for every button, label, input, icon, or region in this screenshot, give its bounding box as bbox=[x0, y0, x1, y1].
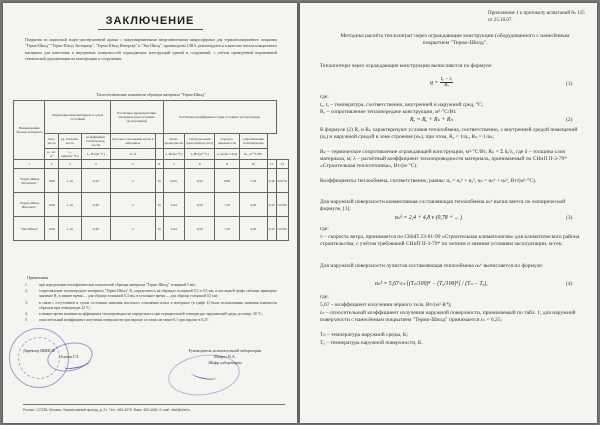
table-cell: 6,50 bbox=[239, 193, 267, 217]
formula-4: αₙʰ = 5,67·εₙ·[(Tₙ/100)⁴ − (Tₐ/100)⁴] / (Tₙ − Tₐ), bbox=[375, 281, 488, 287]
header-unit-cell: ρ₀, кг/м³ bbox=[45, 149, 59, 160]
formula-4-number: (4) bbox=[566, 281, 573, 287]
formula-1 bbox=[430, 77, 453, 88]
header-unit-cell: λ₀, Вт/(м·°С) bbox=[81, 149, 110, 160]
paragraph-Rk: Rₖ – термическое сопротивление ограждающей конструкции, м²·°С/Вт, Rₖ = Σ δᵢ/λᵢ, где δ – толщина слоя материала, м; λ – расчётный коэффициент теплопроводности материала, принимаемый по СНиП II-3-79* «Строительная теплотехника», Вт/(м·°С). bbox=[320, 149, 568, 169]
header-unit-cell: s, Вт/(м²·°С) bbox=[185, 149, 215, 160]
thermal-properties-table bbox=[13, 100, 289, 241]
header-sub-cell: сопротивление теплопередаче bbox=[239, 134, 267, 149]
header-sub-cell: уд. теплоёмкость bbox=[58, 134, 81, 149]
paragraph-formula-2: В формуле (2) Rₐ и Rₙ характеризуют условия теплообмена, соответственно, с внутренней средой помещений (αₐ) и наружной средой в зоне строения (αₙ), при этом, Rₐ = 1/αₐ, Rₙ = 1/αₙ; bbox=[320, 127, 578, 140]
table-cell: 1,10 bbox=[58, 193, 81, 217]
note-number: 3. bbox=[25, 300, 28, 305]
notes-list bbox=[25, 283, 277, 324]
table-cell: 0,44 bbox=[163, 217, 185, 241]
where-4: где: bbox=[320, 294, 329, 300]
table-cell: 0,40 bbox=[81, 193, 110, 217]
header-sub-cell: теплопроводности bbox=[163, 134, 185, 149]
note-text: при определении теплофизических показателей образцы материала "Термо-Шилд" толщиной 5 мм; bbox=[39, 283, 196, 287]
table-cell: 0,0230 bbox=[276, 193, 288, 217]
table-cell: 5,18 bbox=[239, 169, 267, 193]
formula-3: αₙᵏ = 2,4 + 4,8 v (0,78 + ... ) bbox=[395, 215, 463, 221]
note-number: 4. bbox=[25, 312, 28, 317]
header-unit-cell: λ, Вт/(м·°С) bbox=[163, 149, 185, 160]
note-item bbox=[25, 312, 277, 317]
attachment-note: Приложение 1 к протоколу испытаний № 125 от 25.10.07. bbox=[488, 11, 585, 23]
where-1: где: bbox=[320, 94, 329, 100]
note-number: 1. bbox=[25, 283, 28, 287]
table-row bbox=[14, 169, 289, 193]
signature-block-director bbox=[23, 348, 79, 360]
header-sub-cell: коэффициент теплопроводности bbox=[81, 134, 110, 149]
header-sub-cell: теплоусвоения (при периоде 24 ч) bbox=[185, 134, 215, 149]
lab-head-name: Матрос В.А. bbox=[214, 354, 236, 359]
paragraph-convective: Для наружной поверхности конвективная составляющая теплообмена αₙᵏ вычисляется по эмпирической формуле, [1]: bbox=[320, 199, 566, 212]
table-row bbox=[14, 193, 289, 217]
note-item bbox=[25, 289, 277, 299]
lab-head-role: Руководитель испытательной лаборатории bbox=[188, 348, 262, 353]
note-text: относительный коэффициент излучения поверхности при окраске составил не менее 0,1 при окраске в 0,25. bbox=[39, 318, 209, 323]
header-index-cell: 3 bbox=[58, 160, 81, 169]
header-index-cell: 8 bbox=[185, 160, 215, 169]
table-cell: 5 bbox=[110, 217, 155, 241]
formula-1-number: (1) bbox=[566, 81, 573, 87]
table-cell: 0,55 bbox=[185, 169, 215, 193]
formula-3-number: (3) bbox=[566, 215, 573, 221]
title-underline bbox=[98, 29, 203, 30]
header-index-cell: 10 bbox=[239, 160, 267, 169]
table-cell: 5 bbox=[110, 193, 155, 217]
header-sub-cell: массовое отношение влаги в материале bbox=[110, 134, 155, 149]
header-group-dry: Характеристики материала в сухом состоянии bbox=[45, 101, 110, 134]
header-index-cell: 7 bbox=[163, 160, 185, 169]
header-index-cell: 5 bbox=[110, 160, 155, 169]
note-text: в связи с отсутствием в сухом состоянии значения массового отношения влаги в материале (в графе 4) были использованы значения влажности образцов при температуре 22 °С; bbox=[39, 300, 277, 310]
header-sub-cell: плотность bbox=[45, 134, 59, 149]
formula-1-numerator: tₐ − tₓ bbox=[440, 77, 453, 82]
note-text: сопротивление теплопередаче материала "Термо-Шилд" R₀ определялось на образцах толщиной 0,5 и 0,3 мм, в последней графе таблицы приведено значение R₀ в зимнее время — для образца толщиной 0,3 мм, в остальное время — для образца толщиной 0,5 мм; bbox=[39, 289, 277, 299]
table-cell: 7,10 bbox=[215, 193, 239, 217]
header-unit-cell: w, % bbox=[110, 149, 155, 160]
header-index-cell: 1 bbox=[14, 160, 45, 169]
formula-1-left: q = bbox=[430, 79, 439, 86]
table-cell: 10 bbox=[156, 217, 164, 241]
table-cell: 0,50 bbox=[185, 193, 215, 217]
table-cell: 1,10 bbox=[58, 217, 81, 241]
intro-paragraph: Покрытия из акриловой водно-дисперсионной краски с вакуумированными неорганическими микросферами для термоизоляционного покрытия "Термо-Шилд" "Термо-Шилд Экстериор", "Термо-Шилд Интерьер" и "Эко-Шилд", производства США, рекомендуются в качестве теплоизоляционного материала для нанесения и внутренних поверхностей ограждающих конструкций зданий и сооружений, с учётом приведённой нормативной технической документации на конструкции и сооружения. bbox=[25, 38, 277, 61]
table-cell: 7,10 bbox=[215, 217, 239, 241]
header-group-coef: Расчётные коэффициенты (при условиях эксплуатации) bbox=[163, 101, 276, 134]
note-item bbox=[25, 301, 277, 311]
table-cell: 6,98 bbox=[215, 169, 239, 193]
def-t: tₐ, tₓ – температура, соответственно, внутренней и наружной сред, °С; bbox=[320, 102, 484, 108]
left-page bbox=[3, 3, 297, 423]
right-page bbox=[300, 3, 597, 423]
def-Tn: Tₙ – температура наружной среды, К; bbox=[320, 332, 409, 338]
table-cell: 0,50 bbox=[185, 217, 215, 241]
formula-2-number: (2) bbox=[566, 117, 573, 123]
signature-block-lab bbox=[175, 348, 275, 366]
notes-title: Примечания bbox=[27, 275, 49, 280]
method-title: Методика расчёта теплозатрат через ограждающие конструкции (оборудованного с нанесённым покрытием "Термо-Шилд". bbox=[340, 33, 570, 46]
header-sub-cell: паропроницаемости bbox=[215, 134, 239, 149]
note-item bbox=[25, 318, 277, 323]
header-index-cell: 9 bbox=[215, 160, 239, 169]
header-index-cell: 6 bbox=[156, 160, 164, 169]
header-unit-cell: μ, мг/(м·ч·Па) bbox=[215, 149, 239, 160]
table-cell: 6,50 bbox=[239, 217, 267, 241]
table-cell: 1100 bbox=[45, 193, 59, 217]
header-sub-row bbox=[14, 134, 289, 149]
material-name-cell: "Термо-Шилд Интерьер" bbox=[14, 193, 45, 217]
header-index-cell: 4 bbox=[81, 160, 110, 169]
table-cell: 10 bbox=[156, 169, 164, 193]
note-number: 5. bbox=[25, 318, 28, 323]
table-cell: 0,45 bbox=[267, 217, 276, 241]
header-unit-row bbox=[14, 149, 289, 160]
material-name-cell: "Эко-Шилд" bbox=[14, 217, 45, 241]
header-unit-cell bbox=[156, 149, 164, 160]
header-unit-cell: c₀, кДж/(кг·°С) bbox=[58, 149, 81, 160]
def-blackbody: 5,67 – коэффициент излучения чёрного тела, Вт/(м²·К⁴); bbox=[320, 302, 452, 308]
header-sub-cell bbox=[156, 134, 164, 149]
table-cell: 1100 bbox=[45, 217, 59, 241]
table-caption: Теплотехнические показатели образцов материала "Термо-Шилд" bbox=[96, 93, 206, 97]
header-index-cell: 2 bbox=[45, 160, 59, 169]
table-cell: 0,051 bbox=[163, 169, 185, 193]
def-emissivity: εₙ – относительный коэффициент излучения наружной поверхности, принимаемый по табл. 1; для наружной поверхности с нанесённым покрытием "Термо-Шилд" принимается εₙ = 0,25; bbox=[320, 310, 576, 323]
conclusion-title: ЗАКЛЮЧЕНИЕ bbox=[105, 15, 195, 27]
note-number: 2. bbox=[25, 289, 28, 294]
header-index-row bbox=[14, 160, 289, 169]
address-footer: Россия, 127238, Москва, Локомотивный проезд, д. 21. Тел.: 482-4076. Факс: 482-4060. E-mail: niisf@niisf.ru bbox=[23, 404, 285, 412]
lab-extra: Шифр лаборатории bbox=[208, 360, 242, 365]
where-3: где: bbox=[320, 226, 329, 232]
table-cell: 0,40 bbox=[81, 217, 110, 241]
def-R0: Rₒ – сопротивление теплопередаче конструкции, м²·°С/Вт. bbox=[320, 109, 457, 115]
table-cell: 1000 bbox=[45, 169, 59, 193]
table-cell: 1,10 bbox=[58, 169, 81, 193]
director-role: Директор НИИСФ bbox=[23, 348, 55, 353]
director-name: Осипов Г.Л. bbox=[59, 354, 80, 359]
table-row bbox=[14, 217, 289, 241]
table-cell: 0,35 bbox=[81, 169, 110, 193]
formula-1-denominator: Rₒ bbox=[444, 83, 449, 88]
def-Ta: Tₐ – температура наружной поверхности, К. bbox=[320, 340, 423, 346]
table-cell: 0,0230 bbox=[276, 217, 288, 241]
table-cell: 0,0170 bbox=[276, 169, 288, 193]
paragraph-wind: v – скорость ветра, принимается по СНиП 23-01-99 «Строительная климатология» для климатического района строительства, с учётом требований СНиП II-3-79* по летним и зимним условиям эксплуатации, м/сек. bbox=[320, 234, 580, 247]
table-cell: 5 bbox=[110, 169, 155, 193]
header-index-cell: 12 bbox=[276, 160, 288, 169]
paragraph-intro: Теплопотери через ограждающие конструкции вычисляются по формуле: bbox=[320, 63, 493, 69]
header-group-calc: Расчётные характеристики материала (при условиях эксплуатации) bbox=[110, 101, 163, 134]
table-cell: 0,45 bbox=[267, 193, 276, 217]
table-cell: 0,44 bbox=[163, 193, 185, 217]
material-name-cell: "Термо-Шилд Экстериор" bbox=[14, 169, 45, 193]
table-cell: 10 bbox=[156, 193, 164, 217]
paragraph-coefficients: Коэффициенты теплообмена, соответственно, равны: αₐ = αₐᵏ + αₐʰ, αₙ = αₙᵏ + αₙʰ, Вт/(м²·°С). bbox=[320, 178, 537, 184]
formula-2: Rₒ = Rₐ + Rₖ + Rₙ bbox=[410, 117, 453, 123]
header-material: Наименование образца материала bbox=[14, 101, 45, 160]
paragraph-radiant: Для наружной поверхности лучистая составляющая теплообмена αₙʰ вычисляется по формуле: bbox=[320, 263, 544, 269]
note-item bbox=[25, 283, 277, 288]
header-index-cell: 11 bbox=[267, 160, 276, 169]
table-cell: 0,49 bbox=[267, 169, 276, 193]
note-text: в зимнее время значение коэффициента теплопроводности определялось при отрицательной температуре окружающей среды до минус 30 °С; bbox=[39, 312, 263, 317]
header-unit-cell: R₀, м²·°С/Вт bbox=[239, 149, 267, 160]
